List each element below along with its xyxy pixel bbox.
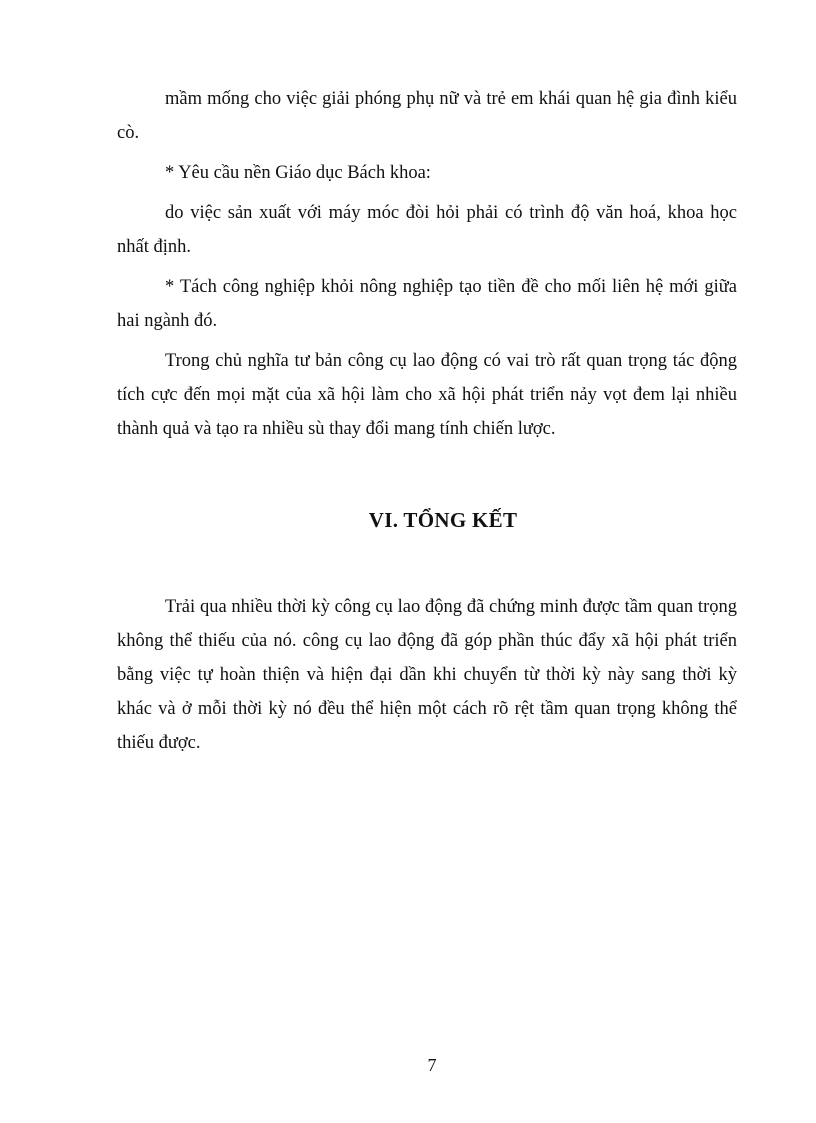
page-number: 7	[427, 1055, 437, 1075]
paragraph-bullet-industry: * Tách công nghiệp khỏi nông nghiệp tạo tiền đề cho mối liên hệ mới giữa hai ngành đó.	[117, 277, 737, 331]
summary-paragraph: Trải qua nhiều thời kỳ công cụ lao động đã chứng minh được tầm quan trọng không thể thiếu của nó. công cụ lao động đã góp phần thúc đẩy xã hội phát triển bằng việc tự hoàn thiện và hiện đại dần khi chuyển từ thời kỳ này sang thời kỳ khác và ở mỗi thời kỳ nó đều thể hiện một cách rõ rệt tầm quan trọng không thể thiếu được.	[117, 597, 737, 753]
paragraph-capitalism: Trong chủ nghĩa tư bản công cụ lao động có vai trò rất quan trọng tác động tích cực đến mọi mặt của xã hội làm cho xã hội phát triển nảy vọt đem lại nhiều thành quả và tạo ra nhiều sù thay đổi mang tính chiến lược.	[117, 351, 737, 439]
summary-section	[117, 590, 737, 760]
body-text	[117, 82, 737, 452]
paragraph-culture-requirement: do việc sản xuất với máy móc đòi hỏi phải có trình độ văn hoá, khoa học nhất định.	[117, 203, 737, 257]
section-heading: VI. TỔNG KẾT	[368, 508, 518, 532]
paragraph-continuation: mầm mống cho việc giải phóng phụ nữ và trẻ em khái quan hệ gia đình kiểu cò.	[117, 89, 737, 143]
paragraph-bullet-polytechnic: * Yêu cầu nền Giáo dục Bách khoa:	[165, 163, 431, 183]
